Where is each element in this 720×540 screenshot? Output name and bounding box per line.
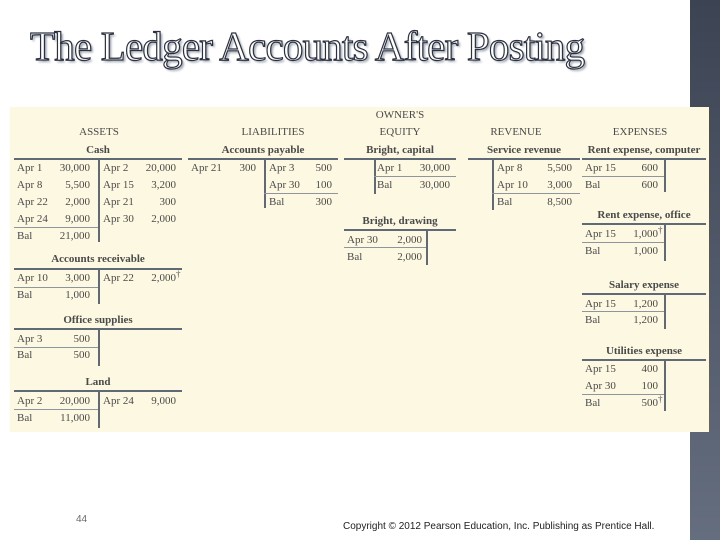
revenue-credit-amount: 5,500 bbox=[547, 162, 572, 174]
ar-credit-amount: 2,000 bbox=[151, 272, 176, 284]
balance-line bbox=[14, 227, 98, 228]
utilities-debit-date: Apr 15 bbox=[585, 363, 616, 375]
cash-credit-date: Apr 30 bbox=[103, 213, 134, 225]
balance-line bbox=[344, 247, 426, 248]
salary-debit-date: Apr 15 bbox=[585, 298, 616, 310]
t-account-divider bbox=[664, 223, 666, 261]
dagger-mark: † bbox=[658, 394, 663, 404]
cash-balance-label: Bal bbox=[17, 230, 33, 242]
cash-debit-amount: 5,500 bbox=[65, 179, 90, 191]
account-title-rent-expense-computer: Rent expense, computer bbox=[587, 144, 701, 156]
ap-credit-date: Apr 30 bbox=[269, 179, 300, 191]
cash-debit-amount: 2,000 bbox=[65, 196, 90, 208]
header-owners-equity-line2: EQUITY bbox=[379, 126, 421, 138]
slide-title: The Ledger Accounts After Posting bbox=[30, 23, 585, 69]
rent-computer-balance-amount: 600 bbox=[641, 179, 658, 191]
account-title-accounts-receivable: Accounts receivable bbox=[51, 253, 145, 265]
cash-credit-amount: 3,200 bbox=[151, 179, 176, 191]
drawing-balance-label: Bal bbox=[347, 251, 363, 263]
utilities-balance-amount: 500 bbox=[641, 397, 658, 409]
account-title-utilities-expense: Utilities expense bbox=[605, 345, 683, 357]
account-title-salary-expense: Salary expense bbox=[609, 279, 679, 291]
utilities-debit-amount: 400 bbox=[641, 363, 658, 375]
t-account-divider bbox=[664, 359, 666, 411]
rent-office-debit-date: Apr 15 bbox=[585, 228, 616, 240]
ar-credit-date: Apr 22 bbox=[103, 272, 134, 284]
page-number: 44 bbox=[76, 514, 88, 525]
cash-credit-amount: 300 bbox=[159, 196, 176, 208]
land-balance-amount: 11,000 bbox=[60, 412, 90, 424]
cash-debit-date: Apr 8 bbox=[17, 179, 43, 191]
utilities-debit-amount: 100 bbox=[641, 380, 658, 392]
dagger-mark: † bbox=[176, 269, 181, 279]
land-credit-date: Apr 24 bbox=[103, 395, 134, 407]
t-account-line bbox=[582, 223, 706, 225]
cash-credit-amount: 2,000 bbox=[151, 213, 176, 225]
balance-line bbox=[374, 176, 456, 177]
t-account-line bbox=[188, 158, 338, 160]
ap-balance-amount: 300 bbox=[315, 196, 332, 208]
t-account-divider bbox=[664, 158, 666, 192]
t-account-divider bbox=[98, 158, 100, 242]
cash-debit-date: Apr 24 bbox=[17, 213, 48, 225]
ap-credit-amount: 500 bbox=[315, 162, 332, 174]
rent-office-balance-amount: 1,000 bbox=[633, 245, 658, 257]
account-title-cash: Cash bbox=[86, 144, 110, 156]
t-account-divider bbox=[98, 390, 100, 428]
t-account-line bbox=[582, 293, 706, 295]
balance-line bbox=[264, 193, 338, 194]
t-account-divider bbox=[98, 328, 100, 366]
ar-balance-label: Bal bbox=[17, 289, 33, 301]
land-debit-amount: 20,000 bbox=[59, 395, 90, 407]
salary-debit-amount: 1,200 bbox=[633, 298, 658, 310]
t-account-divider bbox=[98, 268, 100, 304]
land-balance-label: Bal bbox=[17, 412, 33, 424]
cash-debit-amount: 9,000 bbox=[65, 213, 90, 225]
cash-credit-amount: 20,000 bbox=[145, 162, 176, 174]
revenue-balance-label: Bal bbox=[497, 196, 513, 208]
drawing-debit-amount: 2,000 bbox=[397, 234, 422, 246]
t-account-line bbox=[344, 158, 456, 160]
ar-debit-date: Apr 10 bbox=[17, 272, 48, 284]
ap-debit-date: Apr 21 bbox=[191, 162, 222, 174]
t-account-divider bbox=[426, 229, 428, 265]
t-account-line bbox=[468, 158, 580, 160]
ap-credit-amount: 100 bbox=[315, 179, 332, 191]
cash-credit-date: Apr 2 bbox=[103, 162, 129, 174]
rent-computer-debit-amount: 600 bbox=[641, 162, 658, 174]
cash-debit-date: Apr 22 bbox=[17, 196, 48, 208]
ar-debit-amount: 3,000 bbox=[65, 272, 90, 284]
t-account-divider bbox=[664, 293, 666, 329]
account-title-service-revenue: Service revenue bbox=[486, 144, 562, 156]
account-title-land: Land bbox=[85, 376, 111, 388]
account-title-bright-drawing: Bright, drawing bbox=[362, 215, 438, 227]
balance-line bbox=[14, 409, 98, 410]
balance-line bbox=[582, 242, 664, 243]
rent-office-debit-amount: 1,000 bbox=[633, 228, 658, 240]
cash-debit-date: Apr 1 bbox=[17, 162, 43, 174]
salary-balance-amount: 1,200 bbox=[633, 314, 658, 326]
ap-credit-date: Apr 3 bbox=[269, 162, 295, 174]
utilities-balance-label: Bal bbox=[585, 397, 601, 409]
land-debit-date: Apr 2 bbox=[17, 395, 43, 407]
cash-balance-amount: 21,000 bbox=[59, 230, 90, 242]
capital-credit-amount: 30,000 bbox=[419, 162, 450, 174]
salary-balance-label: Bal bbox=[585, 314, 601, 326]
balance-line bbox=[582, 176, 664, 177]
header-assets: ASSETS bbox=[79, 126, 119, 138]
balance-line bbox=[582, 394, 664, 395]
cash-debit-amount: 30,000 bbox=[59, 162, 90, 174]
cash-credit-date: Apr 21 bbox=[103, 196, 134, 208]
t-account-divider bbox=[264, 158, 266, 208]
ap-balance-label: Bal bbox=[269, 196, 285, 208]
copyright-notice: Copyright © 2012 Pearson Education, Inc. Publishing as Prentice Hall. bbox=[343, 521, 655, 532]
header-expenses: EXPENSES bbox=[612, 126, 668, 138]
revenue-credit-date: Apr 10 bbox=[497, 179, 528, 191]
revenue-credit-amount: 3,000 bbox=[547, 179, 572, 191]
header-revenue: REVENUE bbox=[490, 126, 542, 138]
rent-computer-balance-label: Bal bbox=[585, 179, 601, 191]
supplies-debit-date: Apr 3 bbox=[17, 333, 43, 345]
supplies-debit-amount: 500 bbox=[73, 333, 90, 345]
drawing-debit-date: Apr 30 bbox=[347, 234, 378, 246]
supplies-balance-amount: 500 bbox=[73, 349, 90, 361]
capital-balance-amount: 30,000 bbox=[419, 179, 450, 191]
account-title-bright-capital: Bright, capital bbox=[366, 144, 434, 156]
balance-line bbox=[582, 311, 664, 312]
account-title-rent-expense-office: Rent expense, office bbox=[597, 209, 691, 221]
revenue-balance-amount: 8,500 bbox=[547, 196, 572, 208]
account-title-office-supplies: Office supplies bbox=[63, 314, 133, 326]
header-owners-equity-line1: OWNER'S bbox=[375, 109, 425, 121]
t-account-line bbox=[344, 229, 456, 231]
cash-credit-date: Apr 15 bbox=[103, 179, 134, 191]
drawing-balance-amount: 2,000 bbox=[397, 251, 422, 263]
supplies-balance-label: Bal bbox=[17, 349, 33, 361]
rent-computer-debit-date: Apr 15 bbox=[585, 162, 616, 174]
land-credit-amount: 9,000 bbox=[151, 395, 176, 407]
dagger-mark: † bbox=[658, 225, 663, 235]
balance-line bbox=[492, 193, 580, 194]
t-account-divider bbox=[492, 158, 494, 210]
revenue-credit-date: Apr 8 bbox=[497, 162, 523, 174]
ar-balance-amount: 1,000 bbox=[65, 289, 90, 301]
ledger-accounts-figure bbox=[10, 107, 709, 432]
utilities-debit-date: Apr 30 bbox=[585, 380, 616, 392]
capital-balance-label: Bal bbox=[377, 179, 393, 191]
ap-debit-amount: 300 bbox=[239, 162, 256, 174]
t-account-line bbox=[582, 158, 706, 160]
t-account-line bbox=[582, 359, 706, 361]
header-liabilities: LIABILITIES bbox=[241, 126, 305, 138]
capital-credit-date: Apr 1 bbox=[377, 162, 403, 174]
rent-office-balance-label: Bal bbox=[585, 245, 601, 257]
account-title-accounts-payable: Accounts payable bbox=[221, 144, 305, 156]
